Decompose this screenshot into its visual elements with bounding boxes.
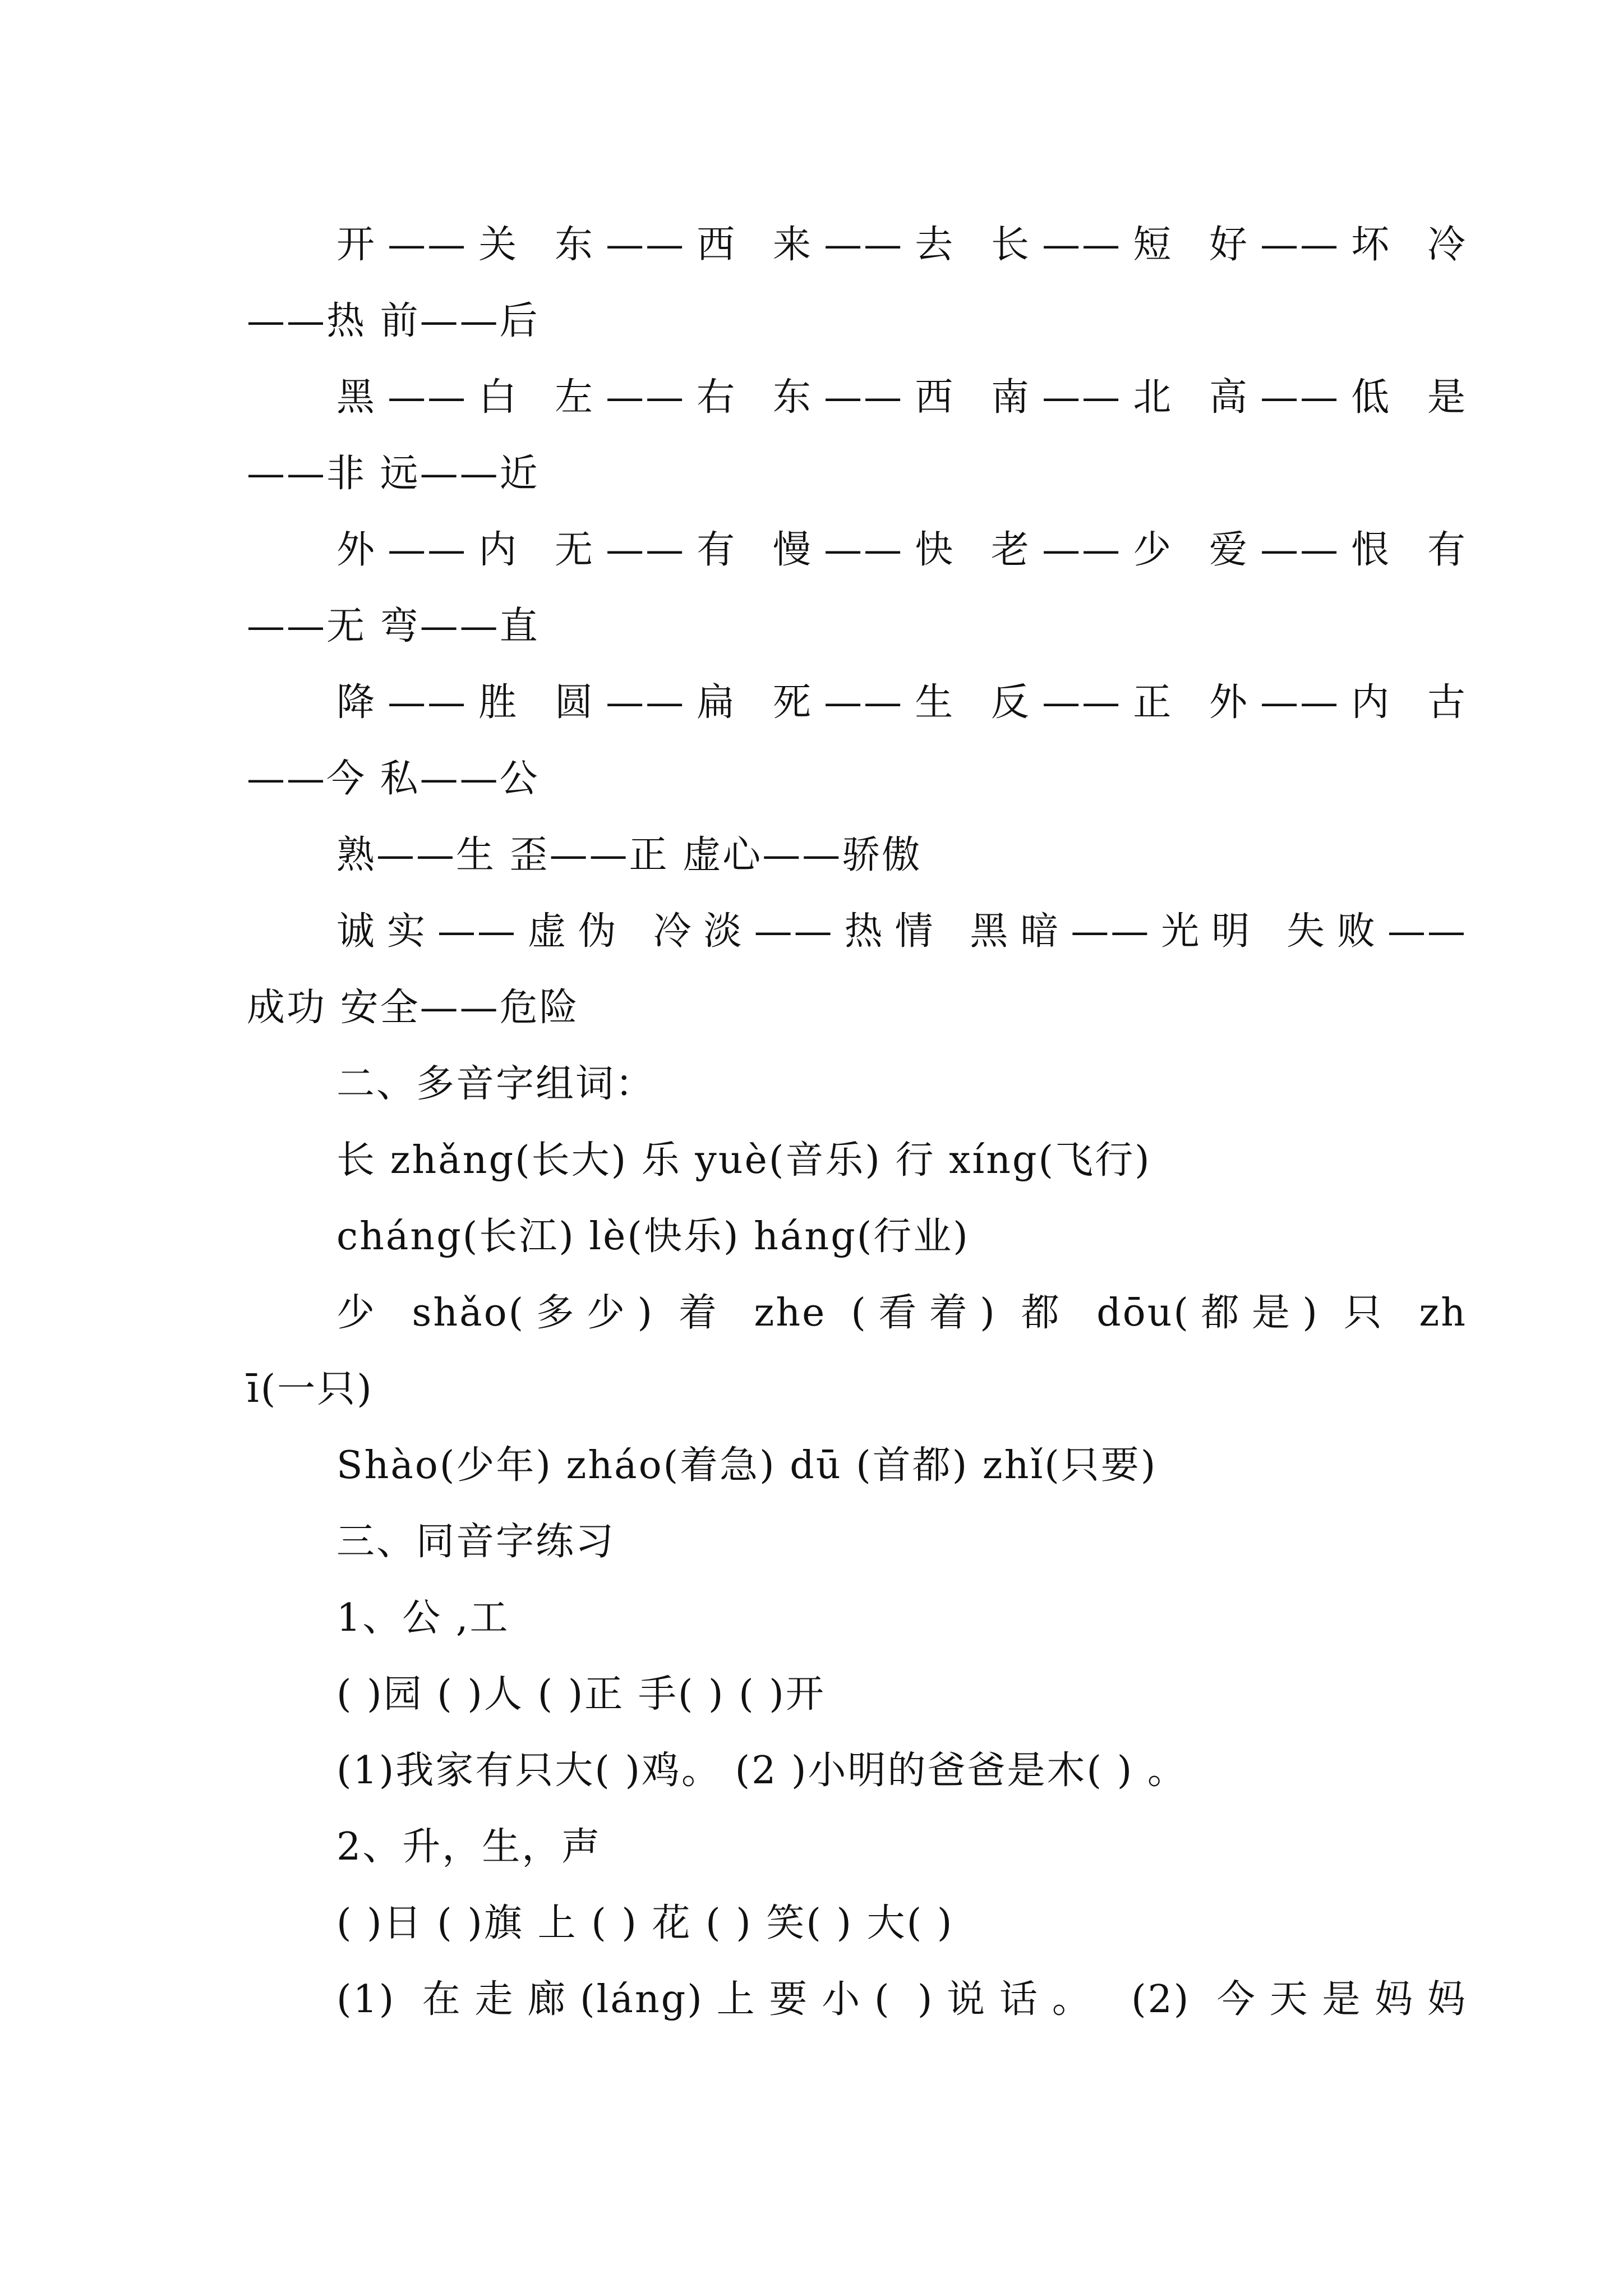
antonym-line-3: 外——内 无——有 慢——快 老——少 爱——恨 有 — [336, 528, 1467, 572]
antonym-line-5: 熟——生 歪——正 虚心——骄傲 — [336, 833, 922, 877]
homophone-item-2-sentences: (1) 在走廊(láng)上要小( )说话。 (2) 今天是妈妈 — [336, 1977, 1467, 2022]
polyphonic-line-1: 长 zhǎng(长大) 乐 yuè(音乐) 行 xíng(飞行) — [336, 1138, 1151, 1182]
homophone-item-1-title: 1、公 ,工 — [336, 1596, 510, 1640]
antonym-line-1-cont: ——热 前——后 — [247, 299, 540, 343]
section-heading-homophone: 三、同音字练习 — [336, 1520, 616, 1564]
homophone-item-2-blanks: ( )日 ( )旗 上 ( ) 花 ( ) 笑( ) 大( ) — [336, 1901, 954, 1945]
antonym-line-6: 诚实——虚伪 冷淡——热情 黑暗——光明 失败—— — [336, 909, 1467, 954]
section-heading-polyphonic: 二、多音字组词： — [336, 1062, 656, 1106]
homophone-item-2-title: 2、升，生，声 — [336, 1825, 602, 1869]
antonym-line-2-cont: ——非 远——近 — [247, 452, 540, 496]
homophone-item-1-sentences: (1)我家有只大( )鸡。 (2 )小明的爸爸是木( ) 。 — [336, 1749, 1187, 1793]
antonym-line-3-cont: ——无 弯——直 — [247, 604, 540, 648]
antonym-line-4-cont: ——今 私——公 — [247, 757, 540, 801]
antonym-line-4: 降——胜 圆——扁 死——生 反——正 外——内 古 — [336, 680, 1467, 725]
polyphonic-line-3-cont: ī(一只) — [247, 1367, 374, 1411]
polyphonic-line-3: 少 shǎo(多少) 着 zhe (看着) 都 dōu(都是) 只 zh — [336, 1291, 1467, 1335]
homophone-item-1-blanks: ( )园 ( )人 ( )正 手( ) ( )开 — [336, 1672, 826, 1717]
antonym-line-6-cont: 成功 安全——危险 — [247, 986, 579, 1030]
polyphonic-line-2: cháng(长江) lè(快乐) háng(行业) — [336, 1214, 970, 1259]
antonym-line-2: 黑——白 左——右 东——西 南——北 高——低 是 — [336, 375, 1467, 420]
antonym-line-1: 开——关 东——西 来——去 长——短 好——坏 冷 — [336, 223, 1467, 267]
polyphonic-line-4: Shào(少年) zháo(着急) dū (首都) zhǐ(只要) — [336, 1443, 1158, 1488]
